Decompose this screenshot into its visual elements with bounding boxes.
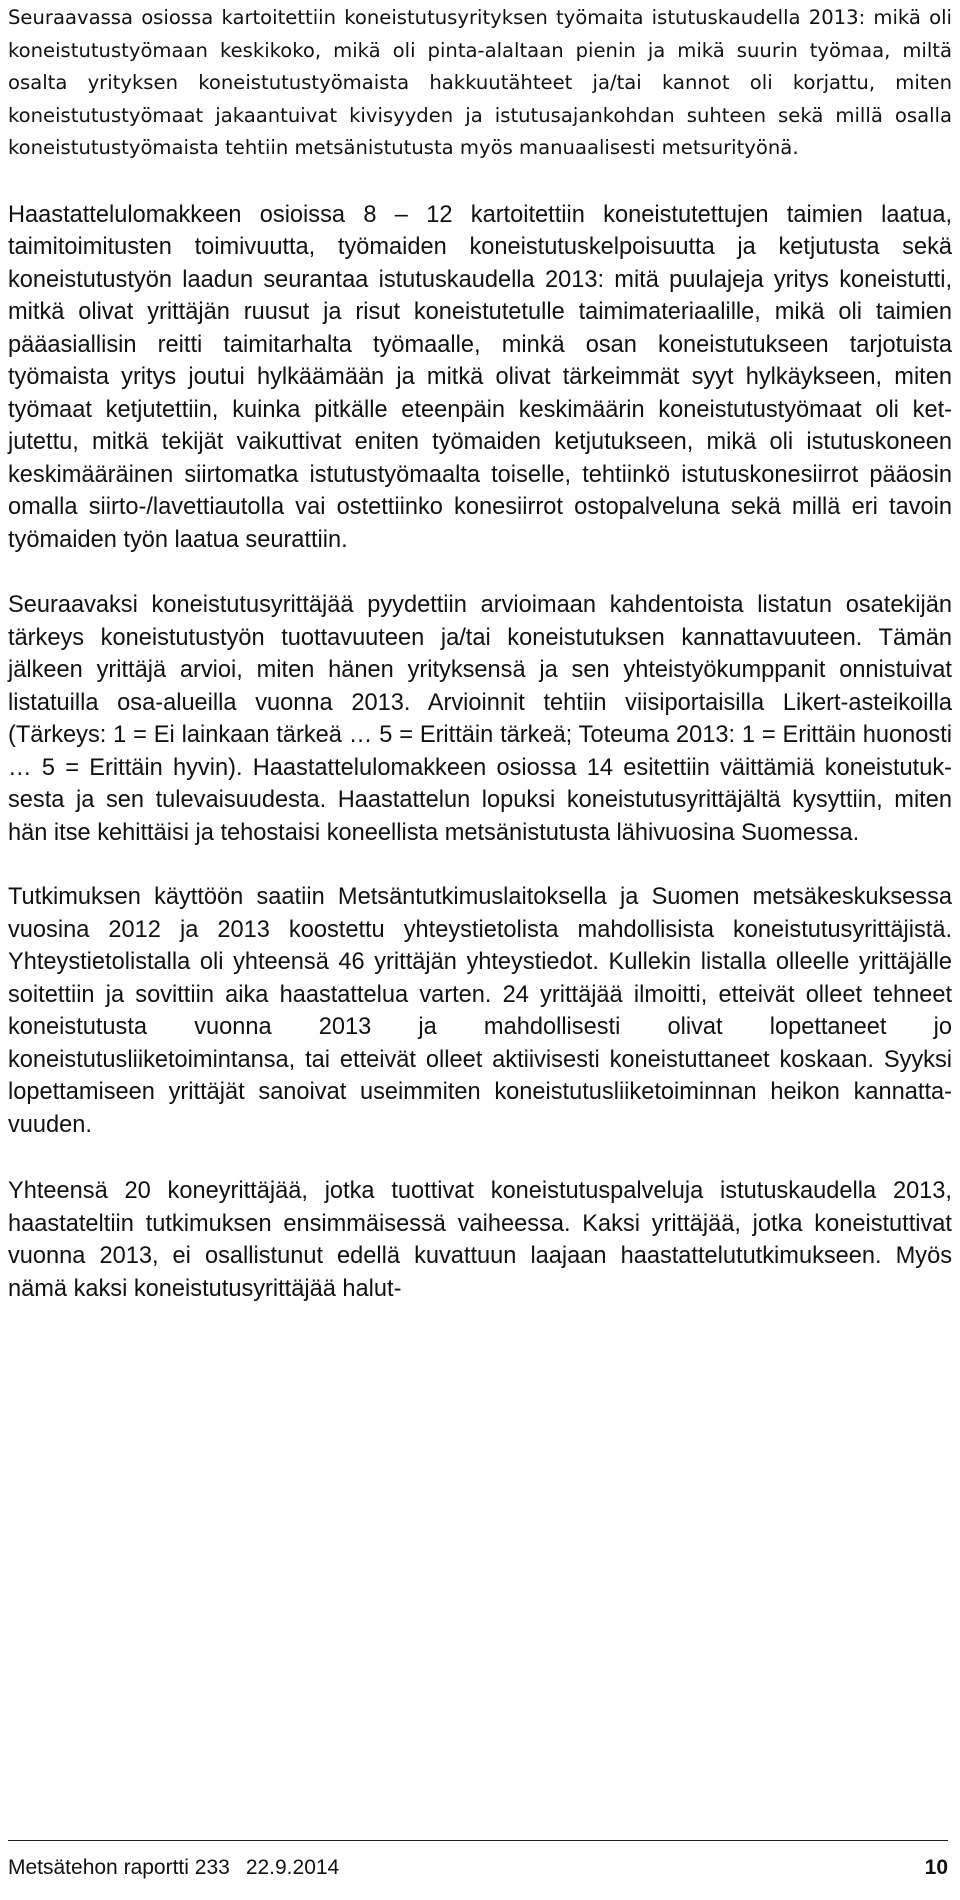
paragraph-likert-assessment: Seuraavaksi koneistutusyrittäjää pyydettiin arvioimaan kahdentoista listatun osatekijän tärkeys koneistutustyön tuottavuuteen ja/tai koneistutuksen kannattavuuteen. Tämän jälkeen yrittäjä arvioi, miten hänen yrityksensä ja sen yhteistyökumppanit onnistuivat listatuilla osa-alueilla vuonna 2013. Arvioinnit tehtiin viisiportaisilla Likert-asteikoilla (Tärkeys: 1 = Ei lainkaan tärkeä … 5 = Erittäin tärkeä; Toteuma 2013: 1 = Erittäin huonosti … 5 = Erittäin hyvin). Haastattelulomakkeen osiossa 14 esitettiin väittämiä koneistutuksesta ja sen tulevaisuudesta. Haastattelun lopuksi koneistutusyrittäjältä kysyttiin, miten hän itse kehittäisi ja tehostaisi koneellista metsänistutusta lähivuosina Suomessa.: [8, 592, 952, 846]
paragraph-questionnaire-sections: Haastattelulomakkeen osioissa 8 – 12 kartoitettiin koneistutettujen taimien laatua, taimitoimitusten toimivuutta, työmaiden koneistutuskelpoisuutta ja ketjutusta sekä koneistutustyön laadun seurantaa istutuskaudella 2013: mitä puulajeja yritys koneistutti, mitkä olivat yrittäjän ruusut ja risut koneistutetulle taimimateriaalille, mikä oli taimien pääasiallisin reitti taimitarhalta työmaalle, minkä osan koneistutukseen tarjotuista työmaista yritys joutui hylkäämään ja mitkä olivat tärkeimmät syyt hylkäykseen, miten työmaat ketjutettiin, kuinka pitkälle eteenpäin keskimäärin koneistutustyömaat oli ketjutettu, mitkä tekijät vaikuttivat eniten työmaiden ketjutukseen, mikä oli istutuskoneen keskimääräinen siirtomatka istutustyömaalta toiselle, tehtiinkö istutuskonesiirrot pääosin omalla siirto-/lavettiautolla vai ostettiinko konesiirrot ostopalveluna sekä millä eri tavoin työmaiden työn laatua seurattiin.: [8, 201, 952, 553]
paragraph-contact-list: Tutkimuksen käyttöön saatiin Metsäntutkimuslaitoksella ja Suomen metsäkeskuksessa vuosina 2012 ja 2013 koostettu yhteystietolista mahdollisista koneistutusyrittäjistä. Yhteystietolistalla oli yhteensä 46 yrittäjän yhteystiedot. Kullekin listalla olleelle yrittäjälle soitettiin ja sovittiin aika haastattelua varten. 24 yrittäjää ilmoitti, etteivät olleet tehneet koneistutusta vuonna 2013 ja mahdollisesti olivat lopettaneet jo koneistutusliiketoimintansa, tai etteivät olleet aktiivisesti koneistuttaneet koskaan. Syyksi lopettamiseen yrittäjät sanoivat useimmiten koneistutusliiketoiminnan heikon kannattavuuden.: [8, 884, 952, 1138]
footer-divider: [8, 1840, 948, 1841]
paragraph-worksite-survey: Seuraavassa osiossa kartoitettiin koneistutusyrityksen työmaita istutuskaudella 2013: mikä oli koneistutustyömaan keskikoko, mikä oli pinta-alaltaan pienin ja mikä suurin työmaa, miltä osalta yrityksen koneistutustyömaista hakkuutähteet ja/tai kannot oli korjattu, miten koneistutustyömaat jakaantuivat kivisyyden ja istutusajankohdan suhteen sekä millä osalla koneistutustyömaista tehtiin metsänistutusta myös manuaalisesti metsurityönä.: [8, 6, 952, 159]
footer-publication-info: [8, 1848, 339, 1888]
footer-publication: Metsätehon raportti 233: [8, 1856, 230, 1879]
paragraph-interviewed-contractors: Yhteensä 20 koneyrittäjää, jotka tuottivat koneistutuspalveluja istutuskaudella 2013, haastateltiin tutkimuksen ensimmäisessä vaiheessa. Kaksi yrittäjää, jotka koneistuttivat vuonna 2013, ei osallistunut edellä kuvattuun laajaan haastattelututkimukseen. Myös nämä kaksi koneistutusyrittäjää halut-: [8, 1178, 952, 1302]
page-number: 10: [924, 1856, 948, 1879]
page-footer: [8, 1848, 948, 1888]
footer-date: 22.9.2014: [245, 1856, 340, 1879]
report-page-body: [8, 2, 952, 1305]
